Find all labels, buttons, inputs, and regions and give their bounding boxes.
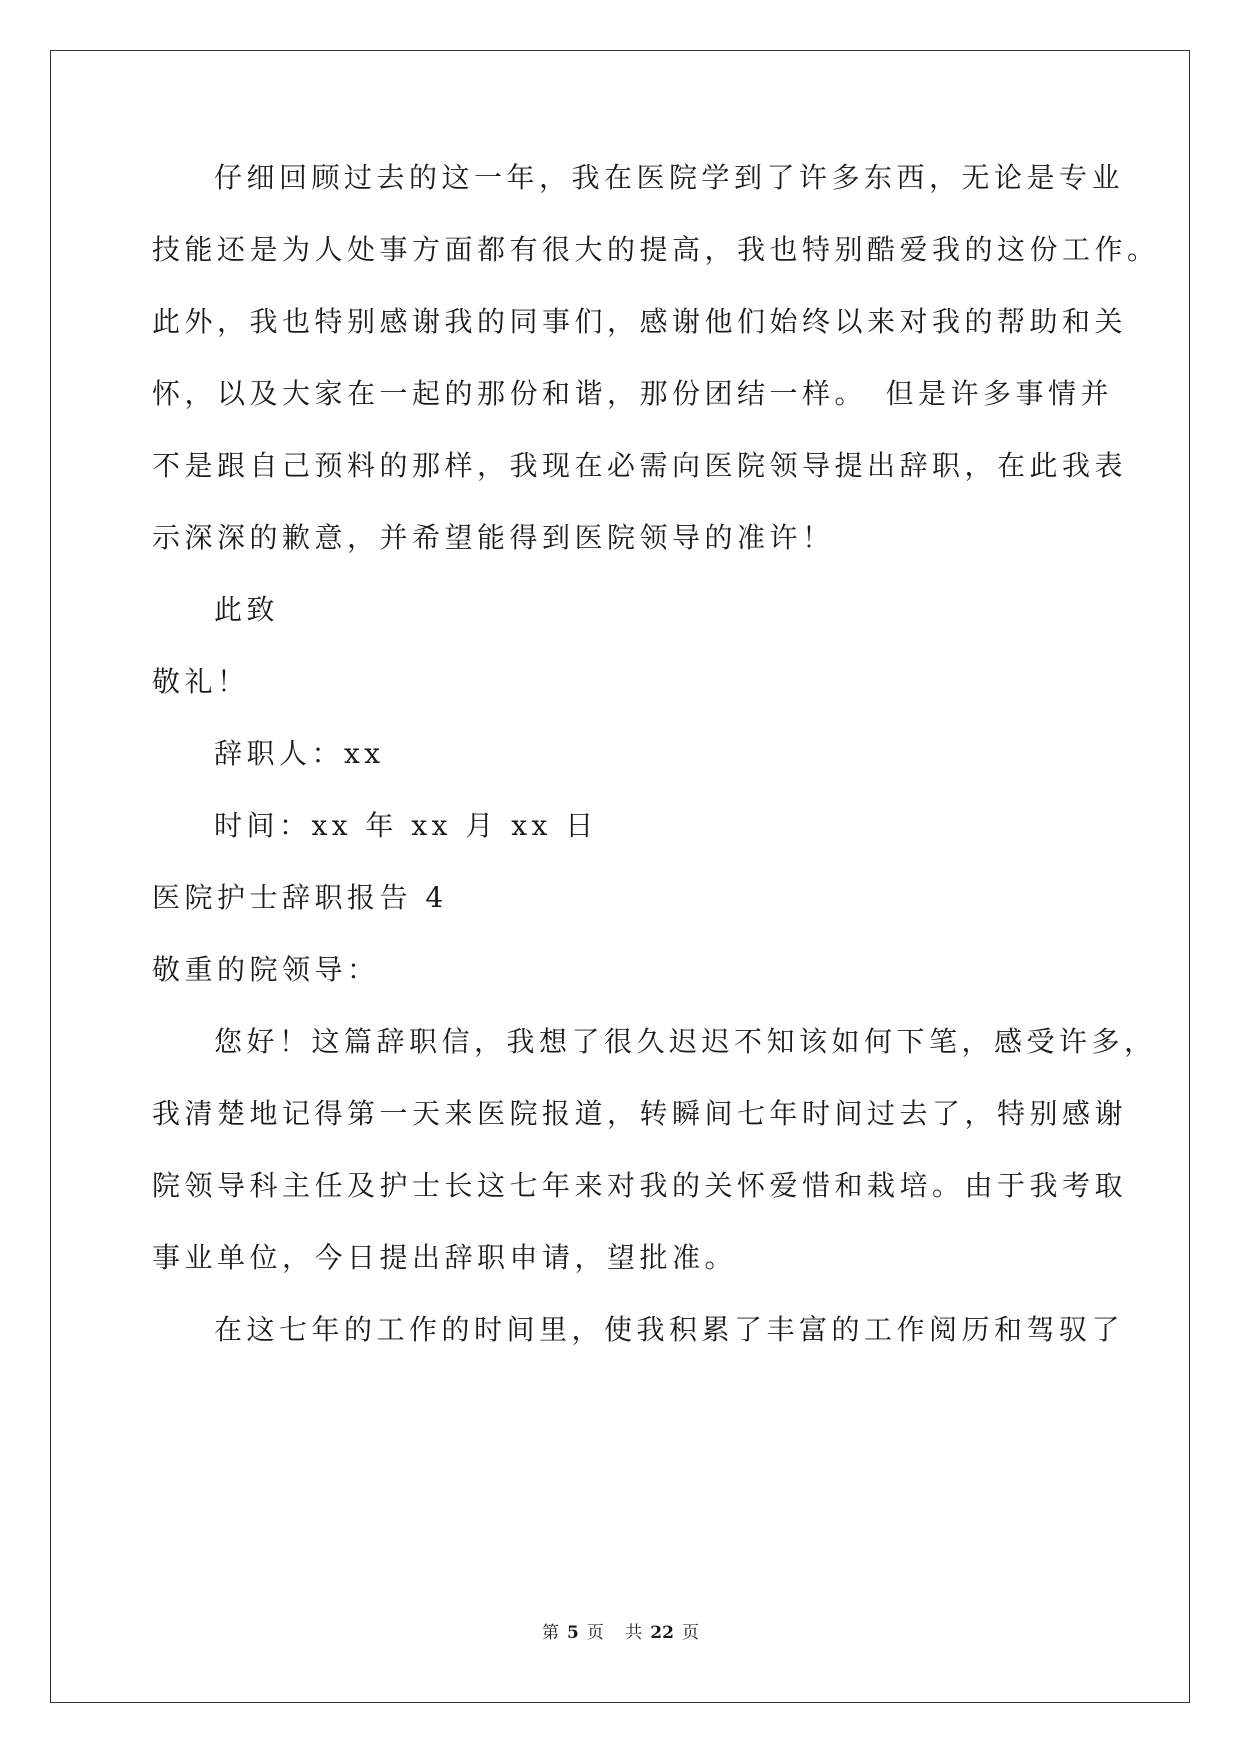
- paragraph-line: 技能还是为人处事方面都有很大的提高，我也特别酷爱我的这份工作。: [152, 233, 1160, 266]
- page-suffix: 页: [586, 1623, 604, 1643]
- letter-date: 时间：xx 年 xx 月 xx 日: [214, 809, 598, 842]
- paragraph-line: 您好！这篇辞职信，我想了很久迟迟不知该如何下笔，感受许多，: [214, 1025, 1157, 1058]
- paragraph-line: 示深深的歉意，并希望能得到医院领导的准许！: [152, 521, 835, 554]
- paragraph-line: 在这七年的工作的时间里，使我积累了丰富的工作阅历和驾驭了: [214, 1313, 1125, 1346]
- paragraph-line: 仔细回顾过去的这一年，我在医院学到了许多东西，无论是专业: [214, 161, 1125, 194]
- paragraph-line: 此外，我也特别感谢我的同事们，感谢他们始终以来对我的帮助和关: [152, 305, 1128, 338]
- closing-salutation: 此致: [214, 593, 280, 626]
- page-prefix: 第: [542, 1623, 560, 1643]
- paragraph-line: 院领导科主任及护士长这七年来对我的关怀爱惜和栽培。由于我考取: [152, 1169, 1128, 1202]
- total-pages: 22: [650, 1623, 674, 1643]
- closing-regards: 敬礼！: [152, 665, 250, 698]
- total-prefix: 共: [625, 1623, 643, 1643]
- resigner-name: 辞职人：xx: [214, 737, 385, 770]
- total-suffix: 页: [681, 1623, 699, 1643]
- page-total: [621, 1623, 703, 1643]
- page-footer: [0, 1618, 1241, 1643]
- current-page: 5: [567, 1623, 579, 1643]
- paragraph-line: 不是跟自己预料的那样，我现在必需向医院领导提出辞职，在此我表: [152, 449, 1128, 482]
- greeting: 敬重的院领导：: [152, 953, 380, 986]
- page-border: [50, 50, 1190, 1703]
- paragraph-line: 怀，以及大家在一起的那份和谐，那份团结一样。 但是许多事情并: [152, 377, 1114, 410]
- section-title: 医院护士辞职报告 4: [152, 881, 448, 914]
- page-number: [538, 1623, 608, 1643]
- paragraph-line: 我清楚地记得第一天来医院报道，转瞬间七年时间过去了，特别感谢: [152, 1097, 1128, 1130]
- paragraph-line: 事业单位，今日提出辞职申请，望批准。: [152, 1241, 738, 1274]
